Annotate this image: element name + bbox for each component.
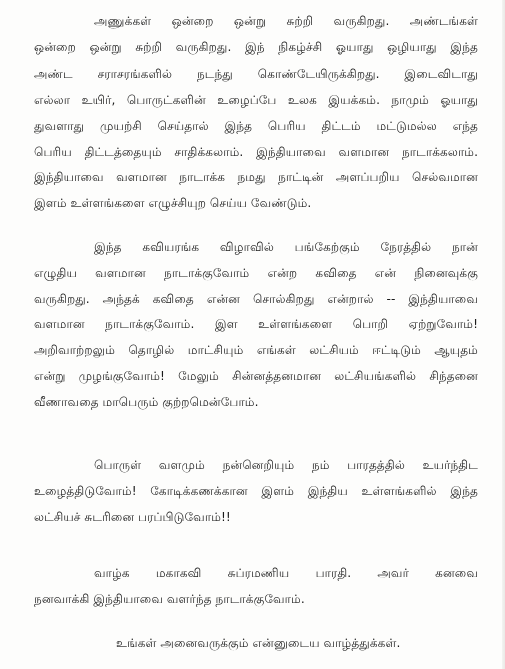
paragraph-1-line-4: எல்லா உயிர், பொருட்களின் உழைப்பே உலக இயக்கம். நாமும் ஓயாது (34, 93, 478, 107)
paragraph-3-line-3: லட்சியச் சுடரினை பரப்பிடுவோம்!! (34, 510, 231, 524)
paragraph-3-line-2: உழைத்திடுவோம்! கோடிக்கணக்கான இளம் இந்திய உள்ளங்களில் இந்த (34, 484, 478, 498)
paragraph-2-line-1: இந்த கவியரங்க விழாவில் பங்கேற்கும் நேரத்தில் நான் (94, 240, 478, 254)
paragraph-1-line-6: பெரிய திட்டத்தையும் சாதிக்கலாம். இந்தியாவை வளமான நாடாக்கலாம். (34, 145, 478, 159)
paragraph-1-line-8: இளம் உள்ளங்களை எழுச்சியுற செய்ய வேண்டும். (34, 196, 312, 210)
paragraph-4-line-2: நனவாக்கி இந்தியாவை வளர்ந்த நாடாக்குவோம். (34, 592, 305, 606)
paragraph-1-line-7: இந்தியாவை வளமான நாடாக்க நமது நாட்டின் அளப்பறிய செல்வமான (34, 170, 478, 184)
paragraph-2-line-6: என்று முழங்குவோம்! மேலும் சின்னத்தனமான லட்சியங்களில் சிந்தனை (34, 369, 478, 383)
paragraph-2-line-7: வீணாவதை மாபெரும் குற்றமென்போம். (34, 395, 259, 409)
paragraph-1-line-5: துவளாது முயற்சி செய்தால் இந்த பெரிய திட்டம் மட்டுமல்ல எந்த (34, 119, 478, 133)
paragraph-2-line-4: வளமான நாடாக்குவோம். இள உள்ளங்களை பொறி ஏற்றுவோம்! (34, 317, 478, 331)
paragraph-3-line-1: பொருள் வளமும் நன்னெறியும் நம் பாரதத்தில் உயர்ந்திட (94, 458, 478, 472)
paragraph-1-line-1: அணுக்கள் ஒன்றை ஒன்று சுற்றி வருகிறது. அண்டங்கள் (94, 14, 478, 28)
paragraph-2-line-3: வருகிறது. அந்தக் கவிதை என்ன சொல்கிறது என்றால் -- இந்தியாவை (34, 292, 478, 306)
paragraph-1-line-2: ஒன்றை ஒன்று சுற்றி வருகிறது. இந் நிகழ்ச்சி ஓயாது ஒழியாது இந்த (34, 40, 478, 54)
paragraph-2-line-5: அறிவாற்றலும் தொழில் மாட்சியும் எங்கள் லட்சியம் ஈட்டிடும் ஆயுதம் (34, 343, 478, 357)
paragraph-4-line-1: வாழ்க மகாகவி சுப்ரமணிய பாரதி. அவர் கனவை (94, 566, 478, 580)
paragraph-2-line-2: எழுதிய வளமான நாடாக்குவோம் என்ற கவிதை என் நினைவுக்கு (34, 266, 478, 280)
closing-greeting: உங்கள் அனைவருக்கும் என்னுடைய வாழ்த்துக்கள். (116, 636, 401, 650)
paragraph-1-line-3: அண்ட சராசரங்களில் நடந்து கொண்டேயிருக்கிறது. இடைவிடாது (34, 67, 478, 81)
